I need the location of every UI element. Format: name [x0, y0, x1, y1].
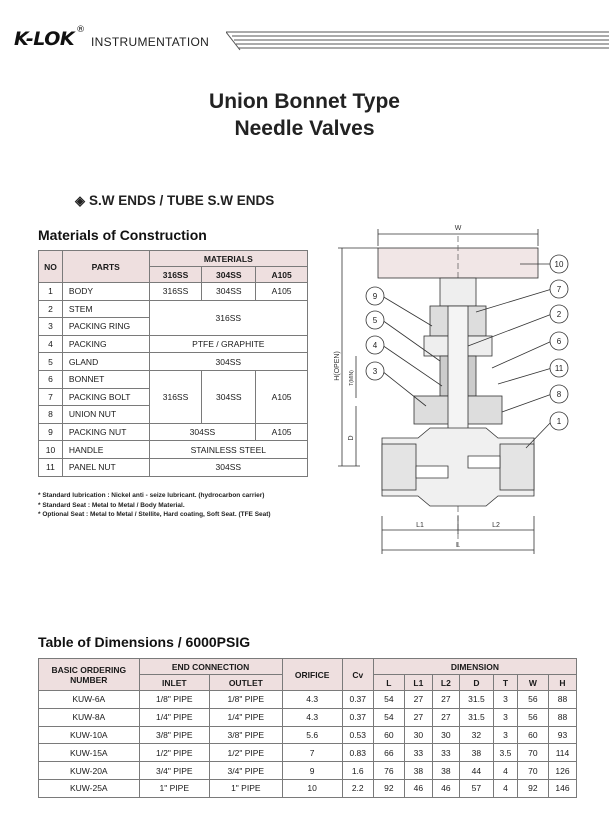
row-material: A105: [256, 370, 308, 423]
table-cell: 3: [494, 726, 518, 744]
dim-label-l: L: [456, 542, 460, 549]
col-a105: A105: [256, 267, 308, 283]
dim-label-h-open: H(OPEN): [334, 351, 341, 381]
col-end-connection: END CONNECTION: [139, 659, 282, 675]
col-l2: L2: [432, 675, 459, 691]
col-l1: L1: [404, 675, 432, 691]
table-cell: 3/8" PIPE: [139, 726, 209, 744]
row-material: A105: [256, 423, 308, 441]
col-304ss: 304SS: [202, 267, 256, 283]
dim-label-l2: L2: [492, 522, 500, 529]
dimensions-table: [38, 658, 577, 798]
header-stripes: [226, 30, 609, 52]
table-cell: 1/2" PIPE: [139, 744, 209, 762]
table-cell: 30: [432, 726, 459, 744]
table-cell: 3.5: [494, 744, 518, 762]
table-cell: 3/4" PIPE: [139, 762, 209, 780]
table-cell: 93: [548, 726, 576, 744]
section-subtitle: [75, 193, 274, 209]
table-cell: KUW-20A: [39, 762, 140, 780]
table-cell: 66: [373, 744, 404, 762]
table-cell: 114: [548, 744, 576, 762]
table-cell: KUW-6A: [39, 691, 140, 709]
table-row: [39, 283, 308, 301]
row-part: UNION NUT: [62, 406, 149, 424]
table-cell: 3/4" PIPE: [210, 762, 283, 780]
callout-1: 1: [556, 417, 562, 426]
table-cell: 33: [404, 744, 432, 762]
materials-table: [38, 250, 308, 477]
table-cell: 60: [517, 726, 548, 744]
table-cell: 70: [517, 762, 548, 780]
table-cell: 1/4" PIPE: [210, 708, 283, 726]
note-standard-seat: * Standard Seat : Metal to Metal / Body Material.: [38, 501, 185, 509]
row-material: 316SS: [149, 370, 202, 423]
table-cell: 126: [548, 762, 576, 780]
row-material: 304SS: [202, 370, 256, 423]
table-cell: 88: [548, 691, 576, 709]
table-cell: 70: [517, 744, 548, 762]
col-dimension: DIMENSION: [373, 659, 576, 675]
table-cell: 1" PIPE: [210, 779, 283, 797]
table-cell: 30: [404, 726, 432, 744]
page-title: [0, 88, 609, 142]
callout-11: 11: [554, 364, 564, 373]
table-row: [39, 300, 308, 318]
header-subtitle: INSTRUMENTATION: [91, 35, 210, 49]
dim-label-t-min: T(MIN): [349, 370, 355, 386]
note-lubrication: * Standard lubrication : Nickel anti - seize lubricant. (hydrocarbon carrier): [38, 492, 265, 499]
row-material: 316SS: [149, 300, 307, 335]
table-cell: 44: [459, 762, 493, 780]
table-cell: 7: [282, 744, 342, 762]
table-cell: 56: [517, 691, 548, 709]
table-cell: 32: [459, 726, 493, 744]
row-material: 316SS: [149, 283, 202, 301]
row-part: PACKING RING: [62, 318, 149, 336]
table-cell: KUW-25A: [39, 779, 140, 797]
table-cell: 4.3: [282, 708, 342, 726]
table-row: [39, 691, 577, 709]
table-cell: 0.37: [342, 708, 373, 726]
row-no: 5: [39, 353, 63, 371]
table-cell: 5.6: [282, 726, 342, 744]
brand-logo: [14, 24, 85, 50]
row-part: PANEL NUT: [62, 458, 149, 476]
row-no: 8: [39, 406, 63, 424]
callout-8: 8: [556, 390, 562, 399]
col-parts: PARTS: [62, 251, 149, 283]
table-cell: KUW-10A: [39, 726, 140, 744]
title-line-1: Union Bonnet Type: [209, 90, 400, 113]
col-ordering-number: BASIC ORDERING NUMBER: [39, 659, 140, 691]
table-cell: 56: [517, 708, 548, 726]
dim-label-d: D: [348, 435, 355, 441]
table-cell: 9: [282, 762, 342, 780]
table-cell: 4.3: [282, 691, 342, 709]
table-row: [39, 353, 308, 371]
table-cell: 10: [282, 779, 342, 797]
row-material: 304SS: [149, 353, 307, 371]
row-part: PACKING: [62, 335, 149, 353]
table-row: [39, 458, 308, 476]
col-l: L: [373, 675, 404, 691]
dimensions-body: [39, 691, 577, 798]
table-cell: 0.53: [342, 726, 373, 744]
dimensions-title: Table of Dimensions / 6000PSIG: [38, 634, 251, 650]
callout-2: 2: [556, 310, 562, 319]
row-material: 304SS: [202, 283, 256, 301]
brand-name: K-LOK: [14, 28, 75, 50]
table-cell: 1/2" PIPE: [210, 744, 283, 762]
table-cell: 3: [494, 708, 518, 726]
table-cell: 31.5: [459, 691, 493, 709]
row-no: 4: [39, 335, 63, 353]
row-part: HANDLE: [62, 441, 149, 459]
diamond-icon: ◈: [75, 193, 85, 208]
row-no: 6: [39, 370, 63, 388]
table-cell: 46: [432, 779, 459, 797]
table-cell: 33: [432, 744, 459, 762]
subtitle-text: S.W ENDS / TUBE S.W ENDS: [89, 193, 275, 208]
materials-notes: [38, 491, 271, 520]
col-cv: Cv: [342, 659, 373, 691]
table-cell: 92: [373, 779, 404, 797]
table-cell: 1/4" PIPE: [139, 708, 209, 726]
col-inlet: INLET: [139, 675, 209, 691]
callout-7: 7: [556, 285, 562, 294]
table-row: [39, 744, 577, 762]
row-no: 11: [39, 458, 63, 476]
row-part: PACKING BOLT: [62, 388, 149, 406]
materials-header-row: [39, 251, 308, 267]
table-cell: 0.37: [342, 691, 373, 709]
table-row: [39, 708, 577, 726]
table-cell: 57: [459, 779, 493, 797]
row-material: A105: [256, 283, 308, 301]
table-cell: 46: [404, 779, 432, 797]
col-h: H: [548, 675, 576, 691]
col-outlet: OUTLET: [210, 675, 283, 691]
row-part: STEM: [62, 300, 149, 318]
table-cell: KUW-15A: [39, 744, 140, 762]
table-row: [39, 423, 308, 441]
table-cell: 27: [404, 691, 432, 709]
row-material: STAINLESS STEEL: [149, 441, 307, 459]
col-materials: MATERIALS: [149, 251, 307, 267]
table-cell: 146: [548, 779, 576, 797]
table-row: [39, 370, 308, 388]
row-part: BODY: [62, 283, 149, 301]
table-row: [39, 335, 308, 353]
col-t: T: [494, 675, 518, 691]
row-part: GLAND: [62, 353, 149, 371]
registered-mark: ®: [76, 24, 85, 35]
page-header: [14, 24, 609, 54]
row-no: 2: [39, 300, 63, 318]
table-cell: 4: [494, 762, 518, 780]
table-cell: 31.5: [459, 708, 493, 726]
note-optional-seat: * Optional Seat : Metal to Metal / Stellite, Hard coating, Soft Seat. (TFE Seat): [38, 511, 271, 518]
row-no: 7: [39, 388, 63, 406]
col-w: W: [517, 675, 548, 691]
callout-3: 3: [372, 367, 378, 376]
dim-label-w: W: [454, 225, 462, 232]
table-cell: 0.83: [342, 744, 373, 762]
row-material: 304SS: [149, 423, 256, 441]
row-part: BONNET: [62, 370, 149, 388]
valve-cross-section-drawing: [330, 216, 580, 561]
table-cell: 38: [404, 762, 432, 780]
callout-9: 9: [372, 292, 378, 301]
table-cell: 3: [494, 691, 518, 709]
row-no: 3: [39, 318, 63, 336]
row-no: 1: [39, 283, 63, 301]
table-cell: 1" PIPE: [139, 779, 209, 797]
table-row: [39, 779, 577, 797]
table-cell: KUW-8A: [39, 708, 140, 726]
table-cell: 92: [517, 779, 548, 797]
dimensions-header-row: [39, 659, 577, 675]
callout-10: 10: [554, 260, 564, 269]
title-line-2: Needle Valves: [234, 117, 375, 140]
callout-5: 5: [372, 316, 378, 325]
row-no: 9: [39, 423, 63, 441]
table-row: [39, 441, 308, 459]
table-cell: 27: [404, 708, 432, 726]
table-cell: 1.6: [342, 762, 373, 780]
table-cell: 27: [432, 708, 459, 726]
table-cell: 38: [432, 762, 459, 780]
table-cell: 2.2: [342, 779, 373, 797]
table-cell: 1/8" PIPE: [139, 691, 209, 709]
table-cell: 38: [459, 744, 493, 762]
table-cell: 54: [373, 708, 404, 726]
col-d: D: [459, 675, 493, 691]
row-part: PACKING NUT: [62, 423, 149, 441]
callout-6: 6: [556, 337, 562, 346]
dim-label-l1: L1: [416, 522, 424, 529]
col-no: NO: [39, 251, 63, 283]
table-cell: 4: [494, 779, 518, 797]
table-cell: 54: [373, 691, 404, 709]
table-row: [39, 726, 577, 744]
col-316ss: 316SS: [149, 267, 202, 283]
table-cell: 76: [373, 762, 404, 780]
row-material: PTFE / GRAPHITE: [149, 335, 307, 353]
table-cell: 88: [548, 708, 576, 726]
row-no: 10: [39, 441, 63, 459]
materials-title: Materials of Construction: [38, 227, 207, 243]
table-row: [39, 762, 577, 780]
col-orifice: ORIFICE: [282, 659, 342, 691]
table-cell: 60: [373, 726, 404, 744]
table-cell: 1/8" PIPE: [210, 691, 283, 709]
table-cell: 3/8" PIPE: [210, 726, 283, 744]
row-material: 304SS: [149, 458, 307, 476]
callout-4: 4: [372, 341, 378, 350]
table-cell: 27: [432, 691, 459, 709]
